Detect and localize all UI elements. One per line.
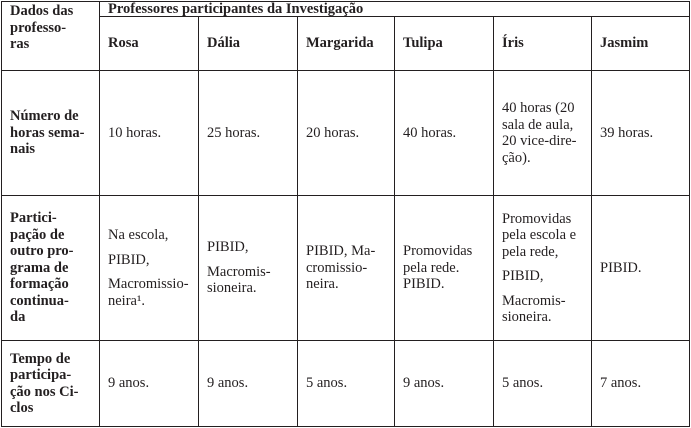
- group-header: Professores participantes da Investigação: [100, 2, 690, 17]
- table-cell: [592, 71, 690, 196]
- cell-text: 25 horas.: [207, 124, 261, 141]
- row-label-time: Tempo de participa- ção nos Ci- clos: [2, 341, 100, 427]
- cell-text: 20 horas.: [306, 124, 360, 141]
- cell-text: 9 anos.: [108, 375, 150, 392]
- cell-text: 9 anos.: [207, 375, 249, 392]
- cell-text: 5 anos.: [306, 375, 348, 392]
- row-label-hours: Número de horas sema- nais: [2, 71, 100, 196]
- teacher-header-jasmim: Jasmim: [592, 17, 690, 71]
- teachers-table: [1, 1, 690, 427]
- table-row: [2, 341, 690, 427]
- cell-text: Macromissio- neira¹.: [108, 276, 189, 309]
- table-cell: [395, 71, 494, 196]
- cell-text: Macromis- sioneira.: [502, 292, 566, 325]
- cell-text: 5 anos.: [502, 375, 544, 392]
- teacher-header-iris: Íris: [494, 17, 592, 71]
- teacher-header-tulipa: Tulipa: [395, 17, 494, 71]
- table-cell: [494, 71, 592, 196]
- table-cell: [494, 341, 592, 427]
- table-cell: [199, 71, 298, 196]
- cell-text: PIBID, Ma- cromissio- neira.: [306, 243, 376, 293]
- cell-text: 9 anos.: [403, 375, 445, 392]
- cell-text: 40 horas.: [403, 124, 457, 141]
- table-cell: [395, 196, 494, 341]
- table-row: [2, 71, 690, 196]
- table-cell: [199, 341, 298, 427]
- table-cell: [199, 196, 298, 341]
- cell-text: 39 horas.: [600, 124, 654, 141]
- cell-text: 7 anos.: [600, 375, 642, 392]
- cell-text: PIBID.: [600, 259, 642, 276]
- table-cell: [592, 196, 690, 341]
- teacher-header-margarida: Margarida: [298, 17, 395, 71]
- table-cell: [494, 196, 592, 341]
- row-label-program: Partici- pação de outro pro- grama de formação continua- da: [2, 196, 100, 341]
- cell-text: PIBID,: [108, 251, 150, 268]
- table-cell: [298, 196, 395, 341]
- cell-text: Promovidas pela rede. PIBID.: [403, 243, 473, 293]
- cell-text: PIBID,: [207, 239, 249, 256]
- teacher-header-rosa: Rosa: [100, 17, 199, 71]
- table-cell: [100, 71, 199, 196]
- teacher-header-dalia: Dália: [199, 17, 298, 71]
- table-cell: [100, 341, 199, 427]
- table-cell: [298, 71, 395, 196]
- table-cell: [592, 341, 690, 427]
- table-cell: [395, 341, 494, 427]
- cell-text: PIBID,: [502, 268, 544, 284]
- table-cell: [100, 196, 199, 341]
- table-cell: [298, 341, 395, 427]
- cell-text: 10 horas.: [108, 124, 162, 141]
- cell-text: Na escola,: [108, 227, 169, 243]
- cell-text: Promovidas pela escola e pela rede,: [502, 210, 577, 260]
- cell-text: 40 horas (20 sala de aula, 20 vice-dire- ção).: [502, 100, 577, 166]
- cell-text: Macromis- sioneira.: [207, 263, 271, 297]
- table-row: [2, 196, 690, 341]
- corner-header: Dados das professo- ras: [2, 2, 100, 71]
